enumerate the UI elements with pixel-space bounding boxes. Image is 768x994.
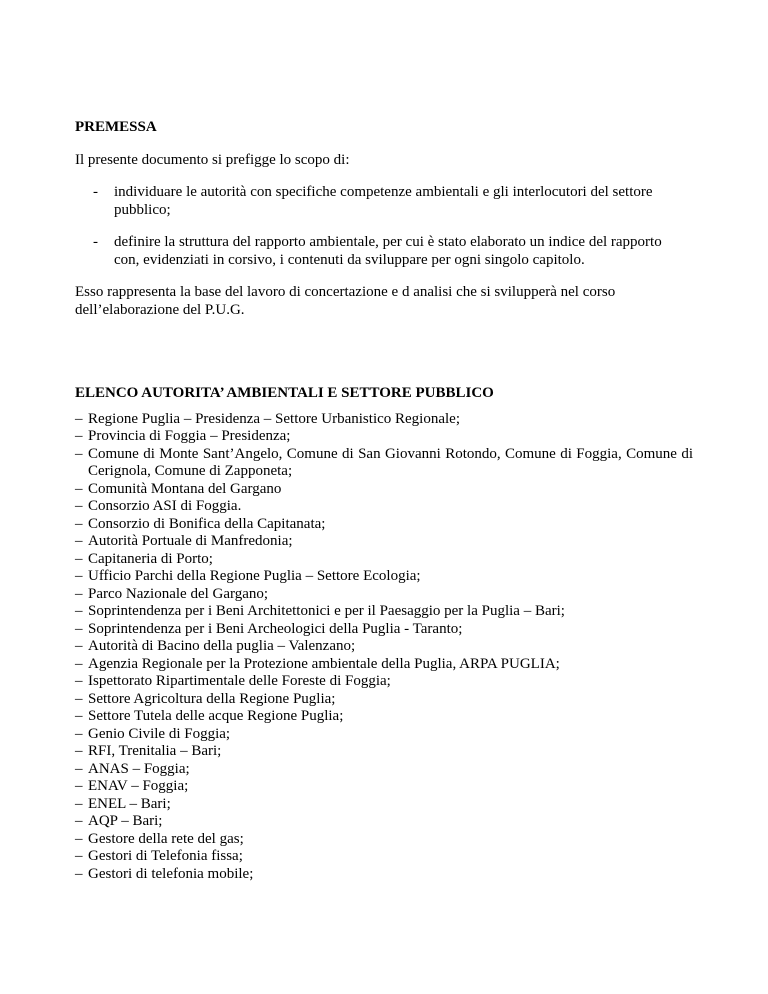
bullet-dash: – [75, 410, 83, 427]
bullet-dash: – [75, 585, 83, 602]
list-item [75, 848, 693, 866]
list-item [75, 778, 693, 796]
list-item-text: Ispettorato Ripartimentale delle Foreste di Foggia; [88, 673, 391, 689]
bullet-dash: - [93, 234, 98, 250]
list-item-text: Consorzio ASI di Foggia. [88, 498, 242, 514]
list-item [75, 428, 693, 446]
list-item-text: Consorzio di Bonifica della Capitanata; [88, 515, 326, 532]
list-item [75, 691, 693, 709]
bullet-dash: – [75, 533, 83, 549]
bullet-dash: - [93, 184, 98, 200]
list-item [75, 603, 693, 621]
bullet-dash: – [75, 865, 83, 882]
bullet-dash: – [75, 620, 83, 637]
list-item-text: Soprintendenza per i Beni Architettonici e per il Paesaggio per la Puglia – Bari; [88, 603, 565, 619]
list-item [75, 638, 693, 656]
bullet-dash: – [75, 848, 83, 864]
list-item-text: Gestori di telefonia mobile; [88, 865, 254, 882]
list-item-text: Comunità Montana del Gargano [88, 480, 282, 497]
section-title-elenco: ELENCO AUTORITA’ AMBIENTALI E SETTORE PUBBLICO [75, 385, 494, 401]
bullet-dash: – [75, 445, 83, 462]
list-item [75, 446, 693, 481]
bullet-dash: – [75, 550, 83, 567]
list-item [75, 568, 693, 586]
bullet-dash: – [75, 778, 83, 794]
list-item-text: Capitaneria di Porto; [88, 550, 213, 567]
list-item-text: Ufficio Parchi della Regione Puglia – Settore Ecologia; [88, 568, 421, 584]
intro-paragraph: Il presente documento si prefigge lo scopo di: [75, 151, 350, 168]
document-page [75, 119, 693, 883]
list-item [75, 498, 693, 516]
list-item [75, 831, 693, 849]
bullet-dash: – [75, 725, 83, 742]
list-item [75, 516, 693, 534]
list-item-text: definire la struttura del rapporto ambientale, per cui è stato elaborato un indice del rapporto con, evidenziati in corsivo, i contenuti da sviluppare per ogni singolo capitolo. [114, 234, 662, 268]
list-item-text: ENEL – Bari; [88, 795, 171, 812]
list-item [75, 656, 693, 674]
list-item-text: Comune di Monte Sant’Angelo, Comune di San Giovanni Rotondo, Comune di Foggia, Comune di Cerignola, Comune di Zapponeta; [88, 445, 693, 479]
list-item [75, 866, 693, 884]
list-item-text: AQP – Bari; [88, 813, 163, 829]
bullet-dash: – [75, 673, 83, 689]
bullet-dash: – [75, 708, 83, 724]
list-item [75, 533, 693, 551]
list-item-text: Settore Tutela delle acque Regione Puglia; [88, 708, 344, 724]
bullet-dash: – [75, 830, 83, 847]
list-item-text: Autorità Portuale di Manfredonia; [88, 533, 293, 549]
list-item [75, 796, 693, 814]
list-item [75, 743, 693, 761]
bullet-dash: – [75, 515, 83, 532]
list-item-text: Regione Puglia – Presidenza – Settore Urbanistico Regionale; [88, 410, 460, 427]
bullet-dash: – [75, 428, 83, 444]
list-item-text: Gestori di Telefonia fissa; [88, 848, 243, 864]
list-item-text: individuare le autorità con specifiche competenze ambientali e gli interlocutori del settore pubblico; [114, 184, 653, 218]
bullet-dash: – [75, 655, 83, 672]
list-item-text: Gestore della rete del gas; [88, 830, 244, 847]
bullet-dash: – [75, 743, 83, 759]
closing-paragraph: Esso rappresenta la base del lavoro di concertazione e d analisi che si svilupperà nel corso dell’elaborazione del P.U.G. [75, 284, 616, 318]
bullet-dash: – [75, 760, 83, 777]
list-item [75, 411, 693, 429]
goals-list [75, 184, 693, 269]
bullet-dash: – [75, 603, 83, 619]
list-item [75, 586, 693, 604]
list-item-text: Agenzia Regionale per la Protezione ambientale della Puglia, ARPA PUGLIA; [88, 655, 560, 672]
authorities-list [75, 411, 693, 884]
list-item-text: Autorità di Bacino della puglia – Valenzano; [88, 638, 356, 654]
list-item-text: ANAS – Foggia; [88, 760, 190, 777]
list-item-text: RFI, Trenitalia – Bari; [88, 743, 222, 759]
list-item-text: Provincia di Foggia – Presidenza; [88, 428, 291, 444]
section-title-premessa: PREMESSA [75, 119, 157, 135]
list-item-text: Parco Nazionale del Gargano; [88, 585, 269, 602]
bullet-dash: – [75, 480, 83, 497]
bullet-dash: – [75, 568, 83, 584]
list-item [75, 708, 693, 726]
bullet-dash: – [75, 498, 83, 514]
list-item [75, 551, 693, 569]
list-item-text: Soprintendenza per i Beni Archeologici della Puglia - Taranto; [88, 620, 463, 637]
list-item-text: Genio Civile di Foggia; [88, 725, 231, 742]
list-item [75, 813, 693, 831]
list-item-text: ENAV – Foggia; [88, 778, 189, 794]
bullet-dash: – [75, 795, 83, 812]
list-item [75, 761, 693, 779]
bullet-dash: – [75, 813, 83, 829]
list-item [75, 481, 693, 499]
list-item [75, 184, 674, 219]
list-item [75, 726, 693, 744]
list-item [75, 234, 674, 269]
list-item [75, 621, 693, 639]
list-item-text: Settore Agricoltura della Regione Puglia; [88, 690, 336, 707]
bullet-dash: – [75, 638, 83, 654]
list-item [75, 673, 693, 691]
bullet-dash: – [75, 690, 83, 707]
